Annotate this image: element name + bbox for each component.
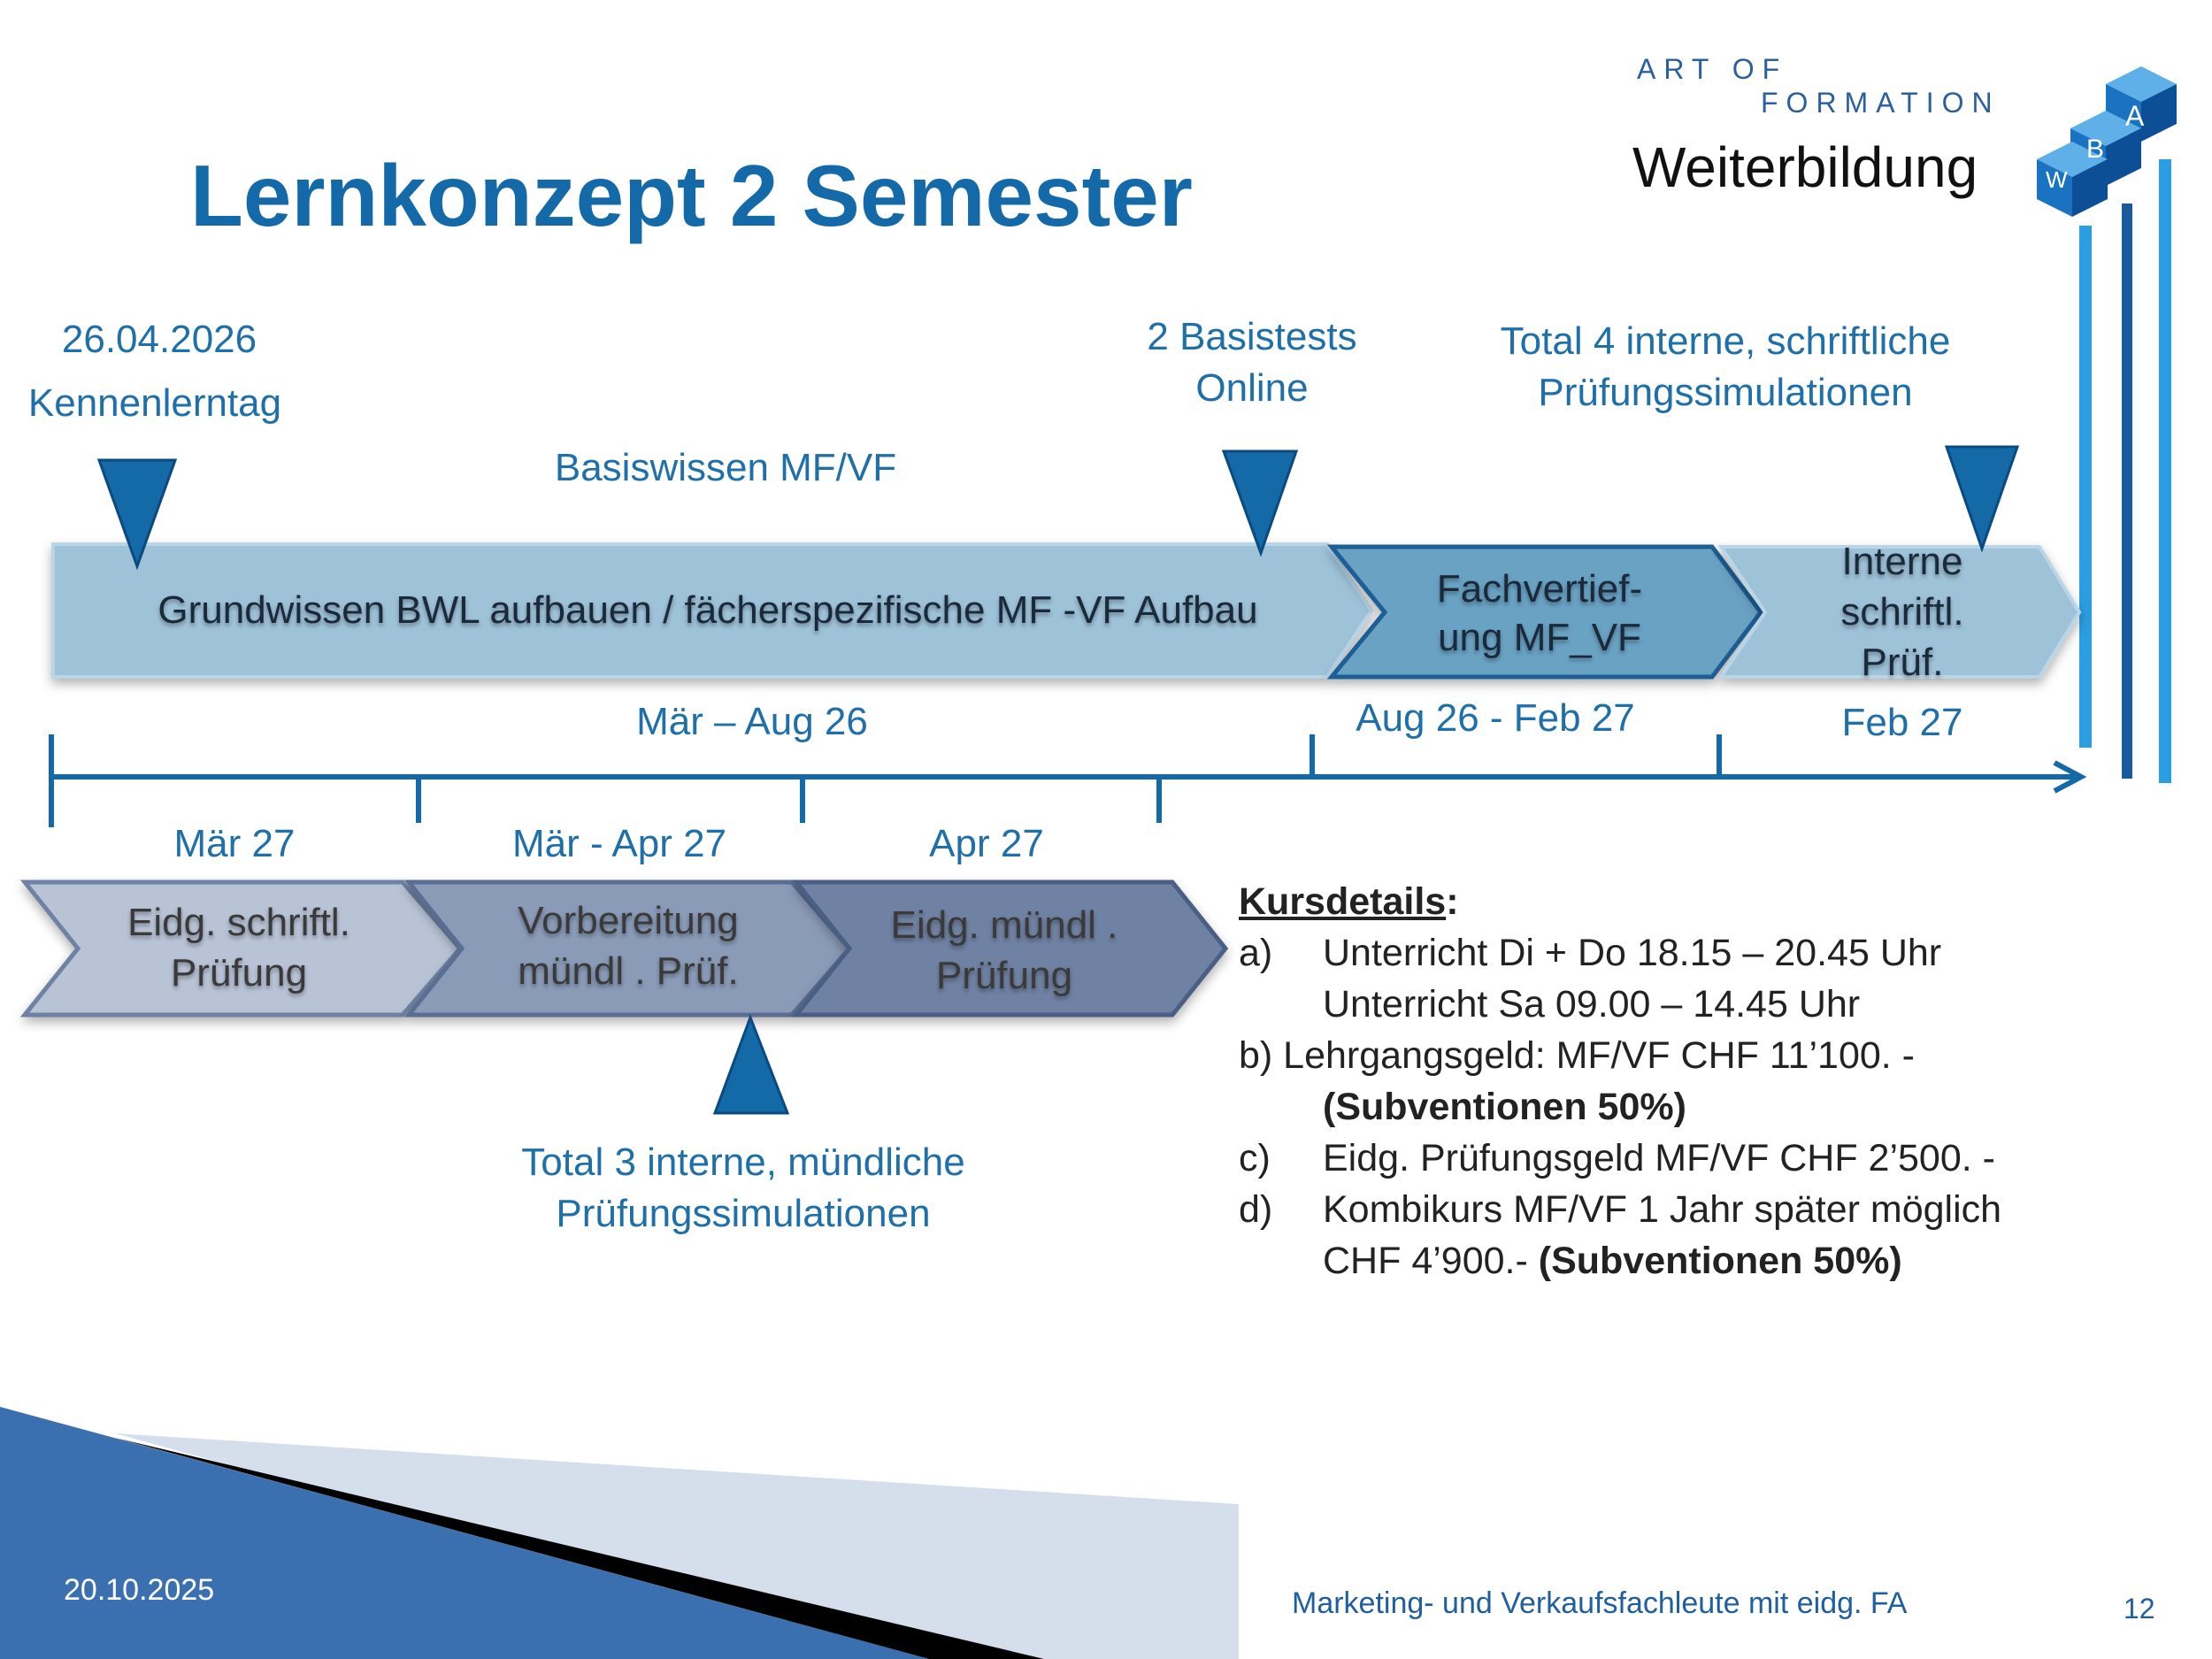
period-mar-apr27: Mär - Apr 27	[511, 822, 727, 865]
logo-letter-w: W	[2046, 166, 2068, 193]
period-feb27: Feb 27	[1841, 701, 1963, 744]
basiswissen-label: Basiswissen MF/VF	[554, 446, 897, 489]
period-mar27: Mär 27	[173, 822, 296, 865]
page-number: 12	[2124, 1593, 2155, 1624]
kursdetails-heading	[1239, 876, 1459, 927]
phase-fachvertiefung-line2: ung MF_VF	[1438, 616, 1641, 659]
basistests-line2: Online	[1195, 366, 1309, 410]
kursdetails-a-line2: Unterricht Sa 09.00 – 14.45 Uhr	[1323, 983, 1861, 1025]
kursdetails-c-line: Eidg. Prüfungsgeld MF/VF CHF 2’500. -	[1323, 1137, 1995, 1179]
phase-grundwissen-label: Grundwissen BWL aufbauen / fächerspezifische MF -VF Aufbau	[157, 588, 1258, 632]
logo-line1: ART OF	[1637, 53, 1788, 85]
phase-eidg-muendl-line2: Prüfung	[935, 954, 1073, 997]
period-mar-aug-26: Mär – Aug 26	[636, 700, 868, 743]
footer-course: Marketing- und Verkaufsfachleute mit eidg. FA	[1292, 1586, 1908, 1620]
kennenlerntag-label: Kennenlerntag	[27, 381, 282, 425]
marker-pruefsim	[1947, 447, 2017, 549]
kursdetails-d-line2	[1323, 1235, 1902, 1286]
page-title: Lernkonzept 2 Semester	[190, 147, 1193, 244]
kursdetails-c-marker: c)	[1239, 1137, 1271, 1179]
logo-name: Weiterbildung	[1632, 135, 1978, 199]
kursdetails-colon: :	[1446, 880, 1459, 923]
phase-vorbereitung-line2: mündl . Prüf.	[518, 949, 739, 993]
marker-basistests	[1224, 451, 1296, 553]
phase-fachvertiefung-line1: Fachvertief-	[1436, 567, 1643, 611]
pruefsim-line2: Prüfungssimulationen	[1538, 371, 1913, 414]
kursdetails-d-line1: Kombikurs MF/VF 1 Jahr später möglich	[1323, 1188, 2002, 1231]
kursdetails-d-marker: d)	[1239, 1188, 1273, 1231]
kursdetails-b-line2: (Subventionen 50%)	[1323, 1086, 1686, 1128]
kursdetails-a-marker: a)	[1239, 932, 1273, 974]
kursdetails-title: Kursdetails	[1239, 880, 1447, 923]
phase-eidg-schriftl-line1: Eidg. schriftl.	[127, 901, 350, 944]
kursdetails-d-price: CHF 4’900.-	[1323, 1240, 1539, 1282]
phase-interne-line3: Prüf.	[1861, 641, 1944, 684]
marker-muendlich	[715, 1018, 787, 1113]
phase-eidg-muendl-line1: Eidg. mündl .	[890, 903, 1118, 947]
kursdetails-d-subvention: (Subventionen 50%)	[1538, 1240, 1902, 1282]
phase-interne-line1: Interne	[1841, 540, 1963, 583]
logo-letter-b: B	[2086, 134, 2105, 164]
basistests-line1: 2 Basistests	[1147, 315, 1357, 358]
logo-line2: FORMATION	[1761, 87, 2001, 119]
muendlich-line1: Total 3 interne, mündliche	[521, 1141, 965, 1184]
kursdetails-b-line1: b) Lehrgangsgeld: MF/VF CHF 11’100. -	[1239, 1034, 1915, 1077]
footer-date: 20.10.2025	[64, 1573, 215, 1607]
period-apr27: Apr 27	[929, 822, 1044, 865]
phase-interne-line2: schriftl.	[1840, 590, 1964, 634]
logo-letter-a: A	[2125, 100, 2145, 132]
kennenlerntag-date: 26.04.2026	[61, 318, 257, 361]
period-aug26-feb27: Aug 26 - Feb 27	[1356, 696, 1635, 740]
muendlich-line2: Prüfungssimulationen	[556, 1192, 931, 1235]
kursdetails-a-line1: Unterricht Di + Do 18.15 – 20.45 Uhr	[1323, 932, 1942, 974]
phase-vorbereitung-line1: Vorbereitung	[518, 899, 739, 942]
phase-eidg-schriftl-line2: Prüfung	[170, 951, 308, 995]
pruefsim-line1: Total 4 interne, schriftliche	[1500, 319, 1951, 363]
